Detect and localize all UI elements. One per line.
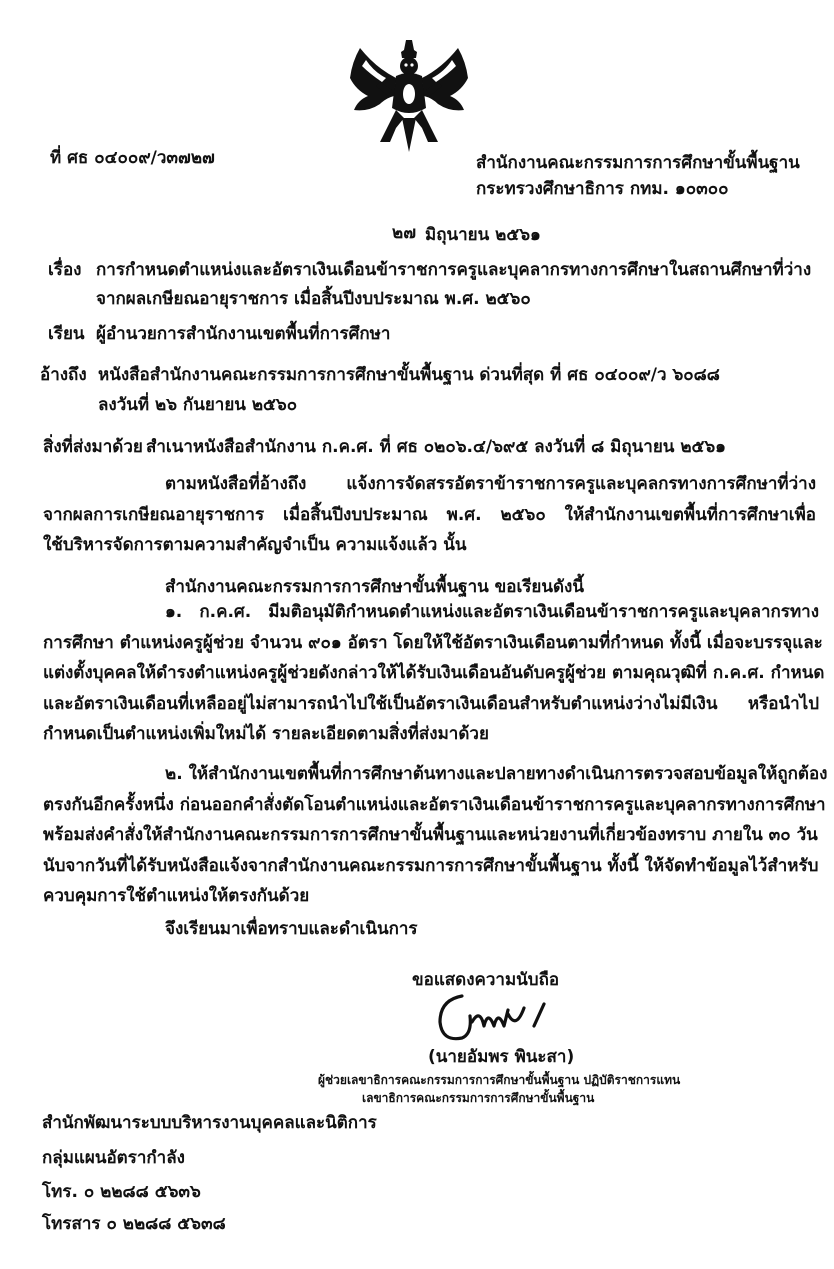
item-1-line: แต่งตั้งบุคคลให้ดำรงตำแหน่งครูผู้ช่วยดังกล่าวให้ได้รับเงินเดือนอันดับครูผู้ช่วย ตามคุณวุฒิที่ ก.ค.ศ. กำหนด (43, 663, 825, 683)
garuda-emblem-icon (346, 38, 472, 154)
item-1-line: กำหนดเป็นตำแหน่งเพิ่มใหม่ได้ รายละเอียดตามสิ่งที่ส่งมาด้วย (43, 724, 489, 744)
intro-line: ตามหนังสือที่อ้างถึง แจ้งการจัดสรรอัตราข้าราชการครูและบุคลกรทางการศึกษาที่ว่าง (165, 474, 816, 494)
footer-group: กลุ่มแผนอัตรากำลัง (42, 1148, 185, 1168)
reference-number: ที่ ศธ ๐๔๐๐๙/ว๓๗๒๗ (50, 148, 215, 168)
letter-date-day: ๒๗ (392, 223, 416, 243)
signer-title-2: เลขาธิการคณะกรรมการการศึกษาขั้นพื้นฐาน (362, 1091, 595, 1105)
item-1-line: ๑. ก.ค.ศ. มีมติอนุมัติกำหนดตำแหน่งและอัตราเงินเดือนข้าราชการครูและบุคลากรทาง (165, 602, 819, 622)
enclosure-label: สิ่งที่ส่งมาด้วย (43, 437, 143, 457)
sender-address: กระทรวงศึกษาธิการ กทม. ๑๐๓๐๐ (476, 179, 729, 199)
intro-line: ใช้บริหารจัดการตามความสำคัญจำเป็น ความแจ้งแล้ว นั้น (43, 535, 467, 555)
item-2-line: ๒. ให้สำนักงานเขตพื้นที่การศึกษาต้นทางและปลายทางดำเนินการตรวจสอบข้อมูลให้ถูกต้อง (165, 764, 828, 784)
item-1-line: และอัตราเงินเดือนที่เหลืออยู่ไม่สามารถนำไปใช้เป็นอัตราเงินเดือนสำหรับตำแหน่งว่างไม่มีเงิน หรือนำไป (43, 693, 819, 714)
item-1-line: การศึกษา ตำแหน่งครูผู้ช่วย จำนวน ๙๐๑ อัตรา โดยให้ใช้อัตราเงินเดือนตามที่กำหนด ทั้งนี้ เมื่อจะบรรจุและ (43, 632, 823, 653)
handwritten-signature (432, 986, 572, 1046)
subject-label: เรื่อง (48, 260, 82, 280)
reference-line-2: ลงวันที่ ๒๖ กันยายน ๒๕๖๐ (98, 395, 298, 415)
intro-paragraph (43, 469, 816, 561)
item-2-paragraph (43, 759, 828, 912)
reference-label: อ้างถึง (40, 365, 87, 385)
recipient: ผู้อำนวยการสำนักงานเขตพื้นที่การศึกษา (96, 324, 391, 344)
signer-title-1: ผู้ช่วยเลขาธิการคณะกรรมการการศึกษาขั้นพื้นฐาน ปฏิบัติราชการแทน (318, 1073, 681, 1087)
item-2-line: ควบคุมการใช้ตำแหน่งให้ตรงกันด้วย (43, 886, 310, 906)
announcement: สำนักงานคณะกรรมการการศึกษาขั้นพื้นฐาน ขอเรียนดังนี้ (165, 577, 584, 597)
subject-line-2: จากผลเกษียณอายุราชการ เมื่อสิ้นปีงบประมาณ พ.ศ. ๒๕๖๐ (96, 289, 531, 309)
signer-name: (นายอัมพร พินะสา) (428, 1047, 575, 1067)
regards: ขอแสดงความนับถือ (412, 970, 560, 990)
footer-phone: โทร. ๐ ๒๒๘๘ ๕๖๓๖ (42, 1182, 201, 1202)
footer-office: สำนักพัฒนาระบบบริหารงานบุคคลและนิติการ (42, 1113, 377, 1133)
item-2-line: ตรงกันอีกครั้งหนึ่ง ก่อนออกคำสั่งตัดโอนตำแหน่งและอัตราเงินเดือนข้าราชการครูและบุคลากรทางการศึกษา (43, 794, 826, 815)
item-2-line: พร้อมส่งคำสั่งให้สำนักงานคณะกรรมการการศึกษาขั้นพื้นฐานและหน่วยงานที่เกี่ยวข้องทราบ ภายใน ๓๐ วัน (43, 825, 818, 845)
intro-line: จากผลการเกษียณอายุราชการ เมื่อสิ้นปีงบประมาณ พ.ศ. ๒๕๖๐ ให้สำนักงานเขตพื้นที่การศึกษาเพื่อ (43, 504, 816, 525)
reference-line-1: หนังสือสำนักงานคณะกรรมการการศึกษาขั้นพื้นฐาน ด่วนที่สุด ที่ ศธ ๐๔๐๐๙/ว ๖๐๘๘ (98, 365, 720, 385)
footer-fax: โทรสาร ๐ ๒๒๘๘ ๕๖๓๘ (42, 1214, 226, 1234)
sender-agency: สำนักงานคณะกรรมการการศึกษาขั้นพื้นฐาน (476, 153, 800, 173)
closing-line: จึงเรียนมาเพื่อทราบและดำเนินการ (165, 919, 418, 939)
salutation-label: เรียน (48, 324, 85, 344)
subject-line-1: การกำหนดตำแหน่งและอัตราเงินเดือนข้าราชการครูและบุคลากรทางการศึกษาในสถานศึกษาที่ว่าง (96, 260, 812, 280)
enclosure-text: สำเนาหนังสือสำนักงาน ก.ค.ศ. ที่ ศธ ๐๒๐๖.๔/๖๙๕ ลงวันที่ ๘ มิถุนายน ๒๕๖๑ (146, 437, 726, 457)
item-1-paragraph (43, 597, 825, 750)
letter-date: มิถุนายน ๒๕๖๑ (425, 225, 541, 245)
item-2-line: นับจากวันที่ได้รับหนังสือแจ้งจากสำนักงานคณะกรรมการการศึกษาขั้นพื้นฐาน ทั้งนี้ ให้จัดทำข้อมูลไว้สำหรับ (43, 855, 819, 876)
